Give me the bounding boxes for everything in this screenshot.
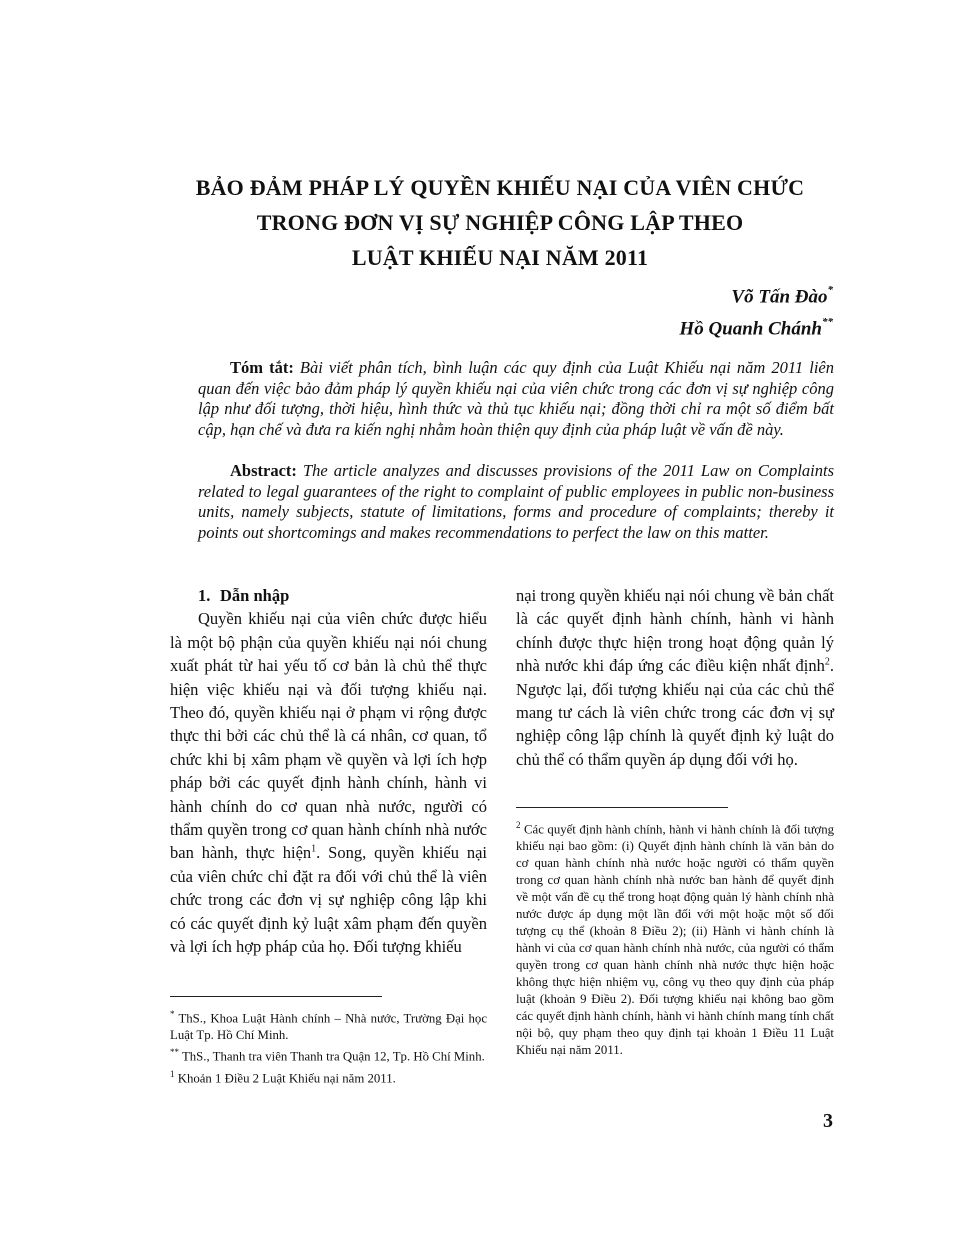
body-paragraph-continued: nại trong quyền khiếu nại nói chung về bản chất là các quyết định hành chính, hành vi hành chính được thực hiện trong hoạt động quản lý nhà nước khi đáp ứng các điều kiện nhất định$^2$. Ngược lại, đối tượng khiếu nại của các chủ thể mang tư cách là viên chức trong các đơn vị sự nghiệp công lập chính là quyết định kỷ luật do chủ thể có thẩm quyền áp dụng đối với họ. xyxy=(516,586,834,769)
footnote-ref-1[interactable]: 1 xyxy=(311,843,317,855)
summary-vi-text: Bài viết phân tích, bình luận các quy định của Luật Khiếu nại năm 2011 liên quan đến việc bảo đảm pháp lý quyền khiếu nại của viên chức trong các đơn vị sự nghiệp công lập như đối tượng, thời hiệu, hình thức và thủ tục khiếu nại; đồng thời chỉ ra một số điểm bất cập, hạn chế và đưa ra kiến nghị nhằm hoàn thiện quy định của pháp luật về vấn đề này. xyxy=(198,358,835,439)
footnote-author-1: * ThS., Khoa Luật Hành chính – Nhà nước, Trường Đại học Luật Tp. Hồ Chí Minh. xyxy=(170,1009,487,1043)
footnote-1: $^1$ Khoản 1 Điều 2 Luật Khiếu nại năm 2011. xyxy=(170,1068,396,1085)
summary-english xyxy=(198,461,834,543)
footnotes-left xyxy=(170,1006,487,1087)
footnote-ref-2[interactable]: 2 xyxy=(824,656,830,668)
summary-en-label: Abstract: xyxy=(230,461,297,480)
footnote-2: $^2$ Các quyết định hành chính, hành vi hành chính là đối tượng khiếu nại bao gồm: (i) Quyết định hành chính là văn bản do cơ quan hành chính nhà nước hoặc người có thẩm quyền trong cơ quan hành chính nhà nước ban hành để quyết định về một vấn đề cụ thể trong hoạt động quản lý hành chính nhà nước được áp dụng một lần đối với một hoặc một số đối tượng cụ thể (khoản 8 Điều 2); (ii) Hành vi hành chính là hành vi của cơ quan hành chính nhà nước, của người có thẩm quyền trong cơ quan hành chính nhà nước thực hiện hoặc không thực hiện nhiệm vụ, công vụ theo quy định của pháp luật (khoản 9 Điều 2). Đối tượng khiếu nại không bao gồm các quyết định hành chính, hành vi hành chính mang tính chất nội bộ, quy phạm theo quy định tại khoản 1 Điều 11 Luật Khiếu nại năm 2011. xyxy=(516,820,834,1058)
title-line-3: LUẬT KHIẾU NẠI NĂM 2011 xyxy=(351,245,649,270)
section-heading: 1. Dẫn nhập xyxy=(198,586,290,605)
summary-vietnamese xyxy=(198,358,834,440)
body-column-left xyxy=(170,584,487,959)
author-2: Hồ Quanh Chánh** xyxy=(679,316,833,340)
footnote-divider-right xyxy=(516,807,728,808)
summary-vi-label: Tóm tắt: xyxy=(230,358,294,377)
footnote-divider-left xyxy=(170,996,382,997)
footnotes-right xyxy=(516,817,834,1059)
title-line-2: TRONG ĐƠN VỊ SỰ NGHIỆP CÔNG LẬP THEO xyxy=(256,210,744,235)
body-column-right xyxy=(516,584,834,771)
author-1: Võ Tấn Đào* xyxy=(731,284,833,308)
summary-en-text: The article analyzes and discusses provisions of the 2011 Law on Complaints related to legal guarantees of the right to complaint of public employees in public non-business units, namely subjects, statute of limitations, forms and procedure of complaints; thereby it points out shortcomings and makes recommendations to perfect the law on this matter. xyxy=(198,461,834,542)
footnote-author-2: ** ThS., Thanh tra viên Thanh tra Quận 12, Tp. Hồ Chí Minh. xyxy=(170,1047,485,1064)
body-paragraph: Quyền khiếu nại của viên chức được hiểu là một bộ phận của quyền khiếu nại nói chung xuất phát từ hai yếu tố cơ bản là chủ thể thực hiện việc khiếu nại và đối tượng khiếu nại. Theo đó, quyền khiếu nại ở phạm vi rộng được thực thi bởi các chủ thể là cá nhân, cơ quan, tổ chức khi bị xâm phạm về quyền và lợi ích hợp pháp bởi các quyết định hành chính, hành vi hành chính do cơ quan nhà nước, người có thẩm quyền trong cơ quan hành chính nhà nước ban hành, thực hiện$^1$. Song, quyền khiếu nại của viên chức chỉ đặt ra đối với chủ thể là viên chức trong các đơn vị sự nghiệp công lập khi có các quyết định kỷ luật xâm phạm đến quyền và lợi ích hợp pháp của họ. Đối tượng khiếu xyxy=(170,609,487,957)
title-line-1: BẢO ĐẢM PHÁP LÝ QUYỀN KHIẾU NẠI CỦA VIÊN CHỨC xyxy=(195,175,805,200)
article-title xyxy=(140,170,860,275)
page-number: 3 xyxy=(823,1110,833,1132)
